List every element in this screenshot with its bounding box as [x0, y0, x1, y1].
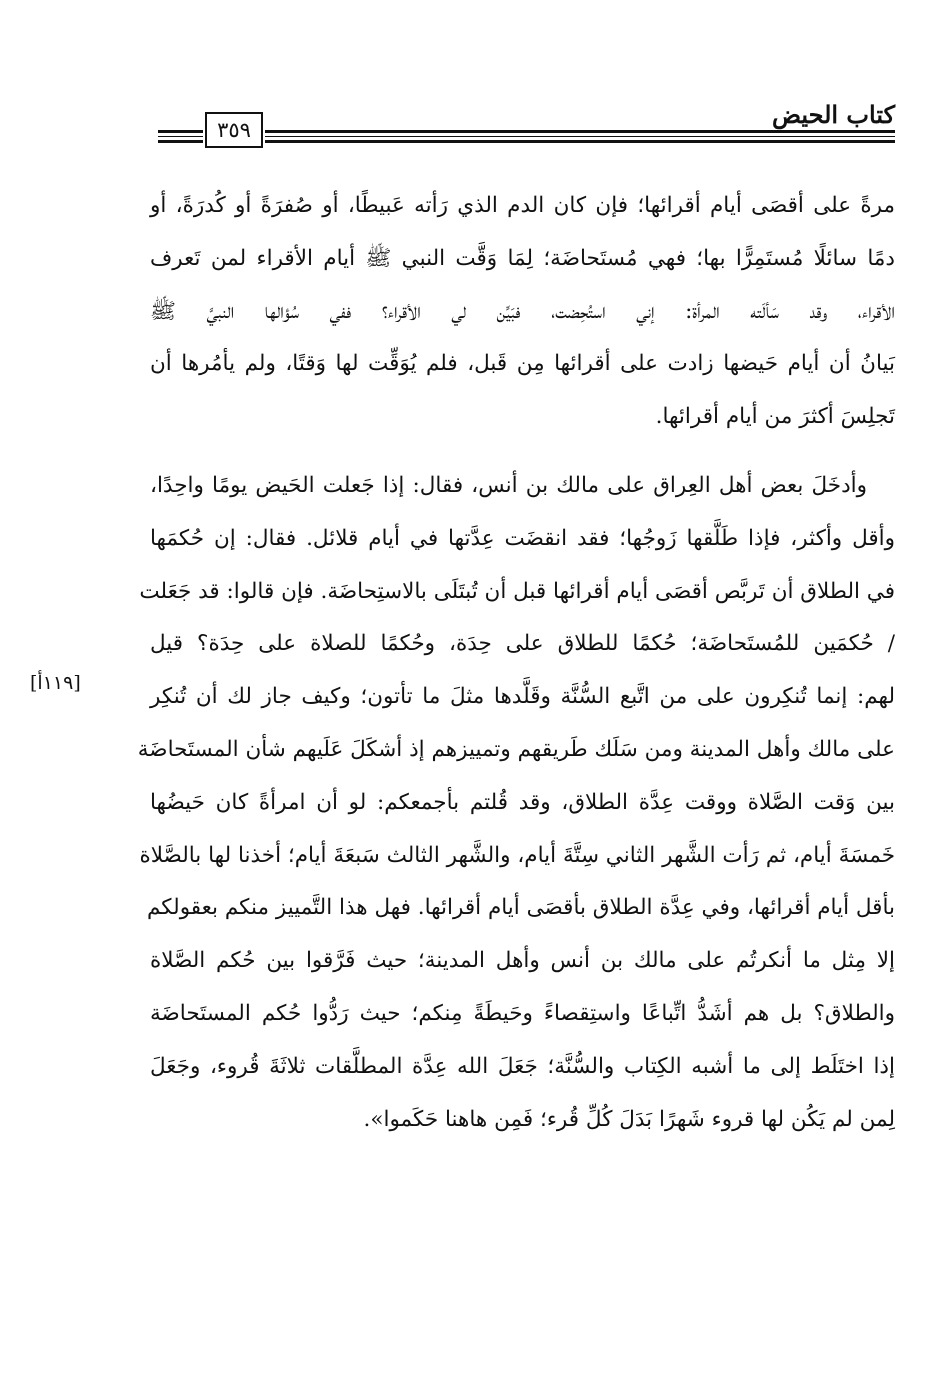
header-rule-right: [265, 130, 895, 143]
text-line: إلا مِثل ما أنكرتُم على مالك بن أنس وأهل المدينة؛ حيث فَرَّقوا بين حُكم الصَّلاة: [150, 948, 895, 974]
paragraph-2: [137, 460, 895, 1146]
margin-folio-note: [١١٩أ]: [30, 672, 81, 694]
page-header: [150, 100, 895, 152]
text-line: تَجلِسَ أكثرَ من أيام أقرائها.: [655, 404, 895, 430]
text-line: في الطلاق أن تَربَّص أقصَى أيام أقرائها قبل أن تُبتَلَى بالاستِحاضَة. فإن قالوا: قد جَعَلت: [139, 578, 895, 604]
text-line: مرةً على أقصَى أيام أقرائها؛ فإن كان الدم الذي رَأته عَبيطًا، أو صُفرَةً أو كُدرَةً، أو: [150, 193, 895, 218]
text-line: على مالك وأهل المدينة ومن سَلَك طَريقهم وتمييزهم إذ أشكَلَ عَلَيهم شأن المستَحاضَة: [137, 736, 895, 762]
text-line: الأقراء، وقد سَألَته المرأة: إني استُحِضت، فبَيِّن لي الأقراء؟ ففي سُؤالها النبيَّ ﷺ: [150, 298, 895, 324]
text-line: / حُكمَين للمُستَحاضَة؛ حُكمًا للطلاق على حِدَة، وحُكمًا للصلاة على حِدَة؟ قيل: [150, 631, 895, 657]
chapter-title: كتاب الحيض: [771, 100, 895, 129]
text-line: بأقل أيام أقرائها، وفي عِدَّة الطلاق بأقصَى أيام أقرائها. فهل هذا التَّمييز منكم بعقولكم: [146, 895, 895, 921]
text-line: لِمن لم يَكُن لها قروء شَهرًا بَدَلَ كُلِّ قُرء؛ فَمِن هاهنا حَكَموا».: [363, 1106, 895, 1132]
text-body: [137, 180, 895, 1146]
text-line: بَيانُ أن أيام حَيضها زادت على أقرائها مِن قَبل، فلم يُوَقِّت لها وَقتًا، ولم يأمُرها أن: [150, 351, 895, 377]
text-line: وأدخَلَ بعض أهل العِراق على مالك بن أنس، فقال: إذا جَعلت الحَيض يومًا واحِدًا،: [150, 472, 867, 498]
text-line: دمًا سائلًا مُستَمِرًّا بها؛ فهي مُستَحاضَة؛ لِمَا وَقَّت النبي ﷺ أيام الأقراء لمن تَعرف: [150, 245, 895, 271]
text-line: لهم: إنما تُنكِرون على من اتَّبع السُّنَّة وقَلَّدها مثلَ ما تأتون؛ وكيف جاز لك أن تُنكِر: [150, 684, 895, 710]
page-number: ٣٥٩: [205, 112, 263, 148]
paragraph-1: [150, 180, 895, 444]
text-line: إذا اختَلَط إلى ما أشبه الكِتاب والسُّنَّة؛ جَعَلَ الله عِدَّة المطلَّقات ثلاثَةَ قُروء، وجَعَلَ: [150, 1053, 895, 1079]
text-line: بين وَقت الصَّلاة ووقت عِدَّة الطلاق، وقد قُلتم بأجمعكم: لو أن امرأةً كان حَيضُها: [150, 789, 895, 815]
text-line: والطلاق؟ بل هم أشَدُّ اتِّباعًا واستِقصاءً وحَيطَةً مِنكم؛ حيث رَدُّوا حُكم المستَحاضَة: [150, 1000, 895, 1026]
header-rule-left: [158, 130, 203, 143]
text-line: خَمسَةَ أيام، ثم رَأت الشَّهر الثاني سِتَّةَ أيام، والشَّهر الثالث سَبعَةَ أيام؛ أخذنا لها بالصَّلاة: [139, 842, 895, 868]
text-line: وأقل وأكثر، فإذا طَلَّقها زَوجُها؛ فقد انقضَت عِدَّتها في أيام قلائل. فقال: إن حُكمَها: [150, 525, 895, 551]
